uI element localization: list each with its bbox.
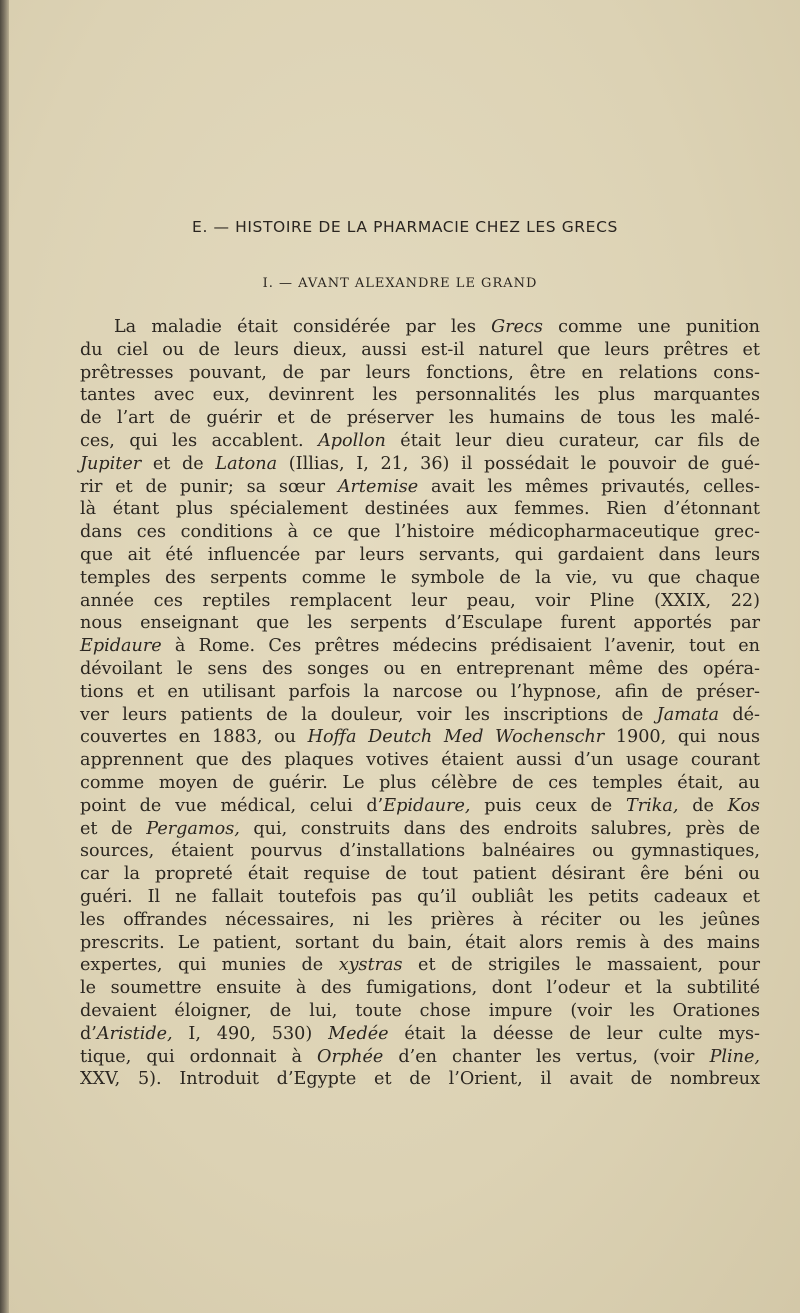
- section-title: E. — HISTOIRE DE LA PHARMACIE CHEZ LES GRECS: [192, 218, 618, 236]
- text-run: et de strigiles le massaient, pour: [402, 955, 760, 976]
- text-run: La maladie était considérée par les: [114, 317, 492, 337]
- text-line: [80, 590, 760, 613]
- text-run: et de: [141, 453, 216, 474]
- text-run: dans ces conditions à ce que l’histoire médicopharmaceutique grec-: [80, 522, 760, 543]
- text-run: tantes avec eux, devinrent les personnalités les plus marquantes: [80, 385, 760, 406]
- italic-text: Hoffa Deutch Med Wochenschr: [307, 727, 605, 748]
- text-run: point de vue médical, celui d’: [80, 795, 384, 816]
- text-run: nous enseignant que les serpents d’Esculape furent apportés par: [80, 613, 760, 634]
- text-run: couvertes en 1883, ou: [80, 727, 308, 748]
- text-run: était leur dieu curateur, car fils de: [385, 430, 761, 451]
- text-run: comme moyen de guérir. Le plus célèbre de ces temples était, au: [80, 772, 760, 793]
- text-run: devaient éloigner, de lui, toute chose impure (voir les Orationes: [80, 1000, 760, 1021]
- text-run: les offrandes nécessaires, ni les prières à réciter ou les jeûnes: [80, 909, 760, 930]
- text-line: [80, 567, 760, 590]
- text-run: de l’art de guérir et de préserver les humains de tous les malé-: [80, 408, 760, 429]
- text-run: puis ceux de: [470, 795, 626, 816]
- text-line: [80, 681, 760, 704]
- italic-text: Aristide,: [96, 1023, 173, 1044]
- italic-text: Artemise: [337, 476, 419, 497]
- section-subtitle: I. — AVANT ALEXANDRE LE GRAND: [262, 276, 538, 291]
- text-line: [80, 840, 760, 863]
- italic-text: Pergamos,: [146, 818, 240, 839]
- text-run: I, 490, 530): [172, 1023, 329, 1044]
- text-line: [80, 316, 760, 339]
- text-run: tions et en utilisant parfois la narcose ou l’hypnose, afin de préser-: [80, 681, 760, 702]
- text-line: [80, 795, 760, 818]
- italic-text: Epidaure: [80, 636, 162, 657]
- text-run: d’en chanter les vertus, (voir: [383, 1046, 710, 1067]
- text-line: [80, 1023, 760, 1046]
- text-run: de: [678, 795, 728, 816]
- text-run: avait les mêmes privautés, celles-: [418, 476, 760, 497]
- text-line: [80, 658, 760, 681]
- text-run: temples des serpents comme le symbole de la vie, vu que chaque: [80, 567, 760, 588]
- text-line: [80, 772, 760, 795]
- text-line: [80, 886, 760, 909]
- italic-text: Medée: [328, 1023, 389, 1044]
- text-line: [80, 612, 760, 635]
- text-line: [80, 818, 760, 841]
- text-line: [80, 726, 760, 749]
- text-run: sources, étaient pourvus d’installations balnéaires ou gymnastiques,: [80, 841, 760, 862]
- text-run: à Rome. Ces prêtres médecins prédisaient l’avenir, tout en: [161, 636, 760, 657]
- italic-text: Latona: [215, 453, 278, 474]
- text-line: [80, 407, 760, 430]
- text-line: [80, 635, 760, 658]
- text-line: [80, 362, 760, 385]
- text-run: comme une punition: [542, 317, 760, 337]
- text-run: car la propreté était requise de tout patient désirant êre béni ou: [80, 864, 760, 885]
- text-run: dévoilant le sens des songes ou en entreprenant même des opéra-: [80, 658, 760, 679]
- text-run: dé-: [718, 704, 760, 725]
- text-run: d’: [80, 1023, 97, 1044]
- italic-text: Jamata: [656, 704, 719, 725]
- text-run: prêtresses pouvant, de par leurs fonctions, être en relations cons-: [80, 362, 760, 383]
- text-line: [80, 977, 760, 1000]
- italic-text: Epidaure,: [383, 795, 471, 816]
- text-run: expertes, qui munies de: [80, 955, 339, 976]
- text-run: était la déesse de leur culte mys-: [388, 1023, 761, 1044]
- page-binding-edge: [0, 0, 9, 1313]
- text-run: là étant plus spécialement destinées aux femmes. Rien d’étonnant: [80, 499, 760, 520]
- text-run: guéri. Il ne fallait toutefois pas qu’il oubliât les petits cadeaux et: [80, 886, 760, 907]
- text-run: (Illias, I, 21, 36) il possédait le pouvoir de gué-: [277, 453, 760, 474]
- text-line: [80, 476, 760, 499]
- italic-text: Grecs: [491, 317, 543, 337]
- text-line: [80, 384, 760, 407]
- text-line: [80, 339, 760, 362]
- text-run: qui, construits dans des endroits salubres, près de: [239, 818, 761, 839]
- text-run: tique, qui ordonnait à: [80, 1046, 318, 1067]
- text-line: [80, 909, 760, 932]
- text-line: [80, 544, 760, 567]
- text-run: 1900, qui nous: [604, 727, 760, 748]
- text-line: [80, 863, 760, 886]
- text-run: rir et de punir; sa sœur: [80, 476, 338, 497]
- text-run: apprennent que des plaques votives étaient aussi d’un usage courant: [80, 750, 760, 771]
- text-line: [80, 704, 760, 727]
- italic-text: Apollon: [318, 430, 386, 451]
- text-run: du ciel ou de leurs dieux, aussi est-il naturel que leurs prêtres et: [80, 339, 760, 360]
- italic-text: Trika,: [625, 795, 679, 816]
- text-run: que ait été influencée par leurs servants, qui gardaient dans leurs: [80, 544, 760, 565]
- text-line: [80, 498, 760, 521]
- text-line: [80, 1068, 760, 1091]
- text-line: [80, 430, 760, 453]
- text-line: [80, 1000, 760, 1023]
- italic-text: Kos: [727, 795, 760, 816]
- text-line: [80, 749, 760, 772]
- italic-text: Orphée: [317, 1046, 384, 1067]
- text-run: année ces reptiles remplacent leur peau, voir Pline (XXIX, 22): [80, 590, 760, 611]
- text-run: et de: [80, 818, 147, 839]
- text-run: prescrits. Le patient, sortant du bain, était alors remis à des mains: [80, 932, 760, 953]
- text-line: [80, 521, 760, 544]
- text-run: ces, qui les accablent.: [80, 430, 319, 451]
- text-line: [80, 1046, 760, 1069]
- body-paragraph: [80, 316, 760, 1091]
- italic-text: Pline,: [709, 1046, 760, 1067]
- text-run: le soumettre ensuite à des fumigations, dont l’odeur et la subtilité: [80, 978, 760, 999]
- text-line: [80, 453, 760, 476]
- italic-text: Jupiter: [80, 453, 142, 474]
- text-run: XXV, 5). Introduit d’Egypte et de l’Orient, il avait de nombreux: [80, 1069, 760, 1090]
- text-line: [80, 932, 760, 955]
- italic-text: xystras: [338, 955, 403, 976]
- text-run: ver leurs patients de la douleur, voir les inscriptions de: [80, 704, 657, 725]
- text-line: [80, 954, 760, 977]
